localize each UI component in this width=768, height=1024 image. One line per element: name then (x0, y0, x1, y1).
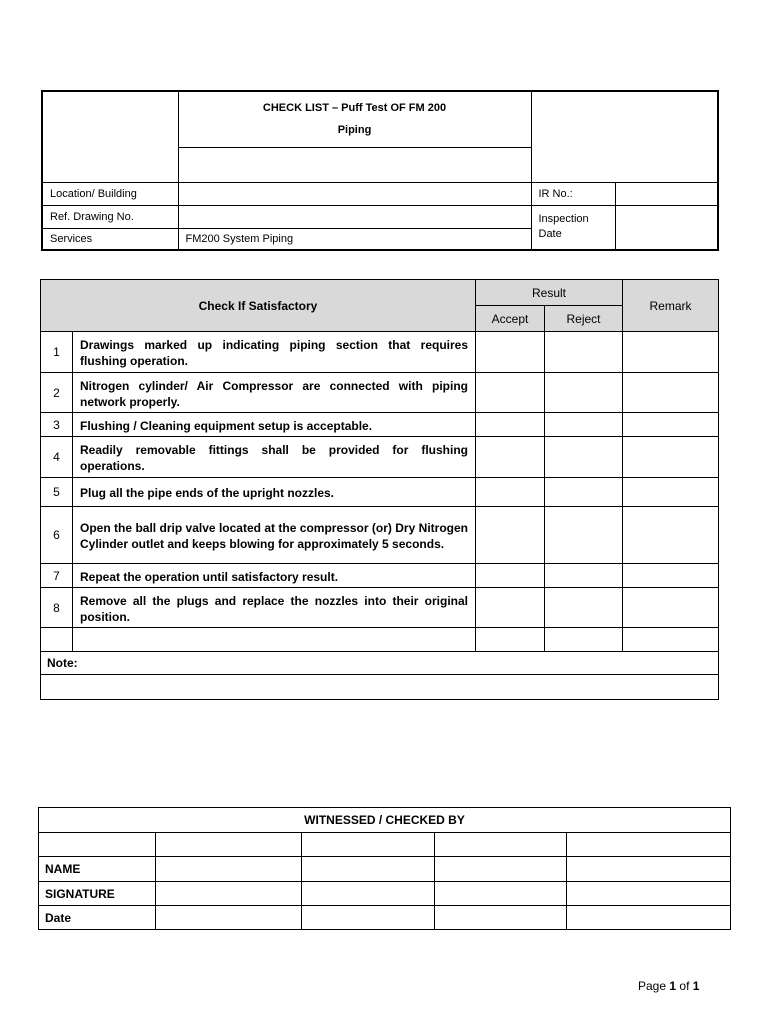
services-value: FM200 System Piping (178, 228, 531, 250)
witness-title: WITNESSED / CHECKED BY (39, 808, 731, 833)
location-label: Location/ Building (42, 182, 178, 205)
title-line-1: CHECK LIST – Puff Test OF FM 200 (262, 102, 447, 115)
reject-cell[interactable] (545, 413, 623, 437)
page-word: Page (638, 979, 667, 993)
services-label: Services (42, 228, 178, 250)
accept-cell[interactable] (476, 413, 545, 437)
title-line-2: Piping (337, 124, 372, 137)
remark-cell[interactable] (623, 588, 719, 628)
accept-cell[interactable] (476, 628, 545, 652)
remark-cell[interactable] (623, 373, 719, 413)
reject-cell[interactable] (545, 564, 623, 588)
table-row (41, 332, 719, 373)
item-text: Remove all the plugs and replace the nozzles into their original position. (73, 588, 476, 628)
accept-cell[interactable] (476, 437, 545, 478)
reject-header: Reject (545, 306, 623, 332)
item-text: Flushing / Cleaning equipment setup is acceptable. (73, 413, 476, 437)
witness-blank-label (39, 833, 156, 857)
remark-cell[interactable] (623, 478, 719, 507)
item-text: Plug all the pipe ends of the upright nozzles. (73, 478, 476, 507)
table-row (41, 588, 719, 628)
remark-header: Remark (623, 280, 719, 332)
item-number: 1 (41, 332, 73, 373)
reject-cell[interactable] (545, 437, 623, 478)
accept-header: Accept (476, 306, 545, 332)
witness-table (38, 807, 731, 930)
table-row (41, 628, 719, 652)
table-row (39, 882, 731, 906)
name-label: NAME (39, 857, 156, 882)
table-row (39, 906, 731, 930)
remark-cell[interactable] (623, 332, 719, 373)
accept-cell[interactable] (476, 478, 545, 507)
note-label: Note: (41, 652, 719, 675)
name-cell[interactable] (302, 857, 435, 882)
page-total: 1 (692, 979, 700, 993)
signature-cell[interactable] (156, 882, 302, 906)
accept-cell[interactable] (476, 507, 545, 564)
witness-cell[interactable] (156, 833, 302, 857)
table-row (41, 437, 719, 478)
item-number: 8 (41, 588, 73, 628)
ref-drawing-field[interactable] (178, 205, 531, 228)
checklist-table (40, 279, 719, 700)
header-right-cell (531, 91, 718, 182)
table-row (41, 564, 719, 588)
reject-cell[interactable] (545, 507, 623, 564)
inspection-label-line-1: Inspection (538, 213, 589, 226)
ref-drawing-label: Ref. Drawing No. (42, 205, 178, 228)
inspection-date-field[interactable] (615, 205, 718, 250)
item-text: Repeat the operation until satisfactory result. (73, 564, 476, 588)
result-header: Result (476, 280, 623, 306)
item-text: Nitrogen cylinder/ Air Compressor are connected with piping network properly. (73, 373, 476, 413)
item-number: 3 (41, 413, 73, 437)
name-cell[interactable] (567, 857, 731, 882)
signature-label: SIGNATURE (39, 882, 156, 906)
date-cell[interactable] (435, 906, 567, 930)
note-field[interactable] (41, 675, 719, 700)
date-cell[interactable] (567, 906, 731, 930)
name-cell[interactable] (435, 857, 567, 882)
inspection-label-line-2: Date (538, 228, 562, 241)
remark-cell[interactable] (623, 413, 719, 437)
page-current: 1 (669, 979, 677, 993)
reject-cell[interactable] (545, 588, 623, 628)
reject-cell[interactable] (545, 628, 623, 652)
header-table (41, 90, 719, 251)
date-cell[interactable] (302, 906, 435, 930)
remark-cell[interactable] (623, 564, 719, 588)
item-text: Open the ball drip valve located at the compressor (or) Dry Nitrogen Cylinder outlet and keeps blowing for approximately 5 seconds. (73, 507, 476, 564)
item-number: 5 (41, 478, 73, 507)
remark-cell[interactable] (623, 437, 719, 478)
witness-cell[interactable] (567, 833, 731, 857)
table-row (41, 373, 719, 413)
table-row (39, 833, 731, 857)
item-text: Drawings marked up indicating piping section that requires flushing operation. (73, 332, 476, 373)
witness-cell[interactable] (435, 833, 567, 857)
signature-cell[interactable] (435, 882, 567, 906)
name-cell[interactable] (156, 857, 302, 882)
page-of: of (679, 979, 690, 993)
reject-cell[interactable] (545, 332, 623, 373)
remark-cell[interactable] (623, 628, 719, 652)
accept-cell[interactable] (476, 332, 545, 373)
empty-number-cell (41, 628, 73, 652)
reject-cell[interactable] (545, 373, 623, 413)
item-number: 2 (41, 373, 73, 413)
logo-cell (42, 91, 178, 182)
item-number: 4 (41, 437, 73, 478)
signature-cell[interactable] (302, 882, 435, 906)
ir-no-field[interactable] (615, 182, 718, 205)
item-number: 6 (41, 507, 73, 564)
title-subcell (178, 147, 531, 182)
table-row (41, 413, 719, 437)
date-cell[interactable] (156, 906, 302, 930)
accept-cell[interactable] (476, 564, 545, 588)
signature-cell[interactable] (567, 882, 731, 906)
empty-text-cell[interactable] (73, 628, 476, 652)
date-label: Date (39, 906, 156, 930)
check-header: Check If Satisfactory (41, 280, 476, 332)
accept-cell[interactable] (476, 373, 545, 413)
table-row (39, 857, 731, 882)
remark-cell[interactable] (623, 507, 719, 564)
accept-cell[interactable] (476, 588, 545, 628)
item-number: 7 (41, 564, 73, 588)
location-field[interactable] (178, 182, 531, 205)
ir-no-label: IR No.: (531, 182, 615, 205)
table-row (41, 478, 719, 507)
page-number (638, 979, 699, 993)
table-row (41, 507, 719, 564)
reject-cell[interactable] (545, 478, 623, 507)
inspection-date-label (531, 205, 615, 250)
witness-cell[interactable] (302, 833, 435, 857)
document-title (178, 91, 531, 147)
item-text: Readily removable fittings shall be provided for flushing operations. (73, 437, 476, 478)
